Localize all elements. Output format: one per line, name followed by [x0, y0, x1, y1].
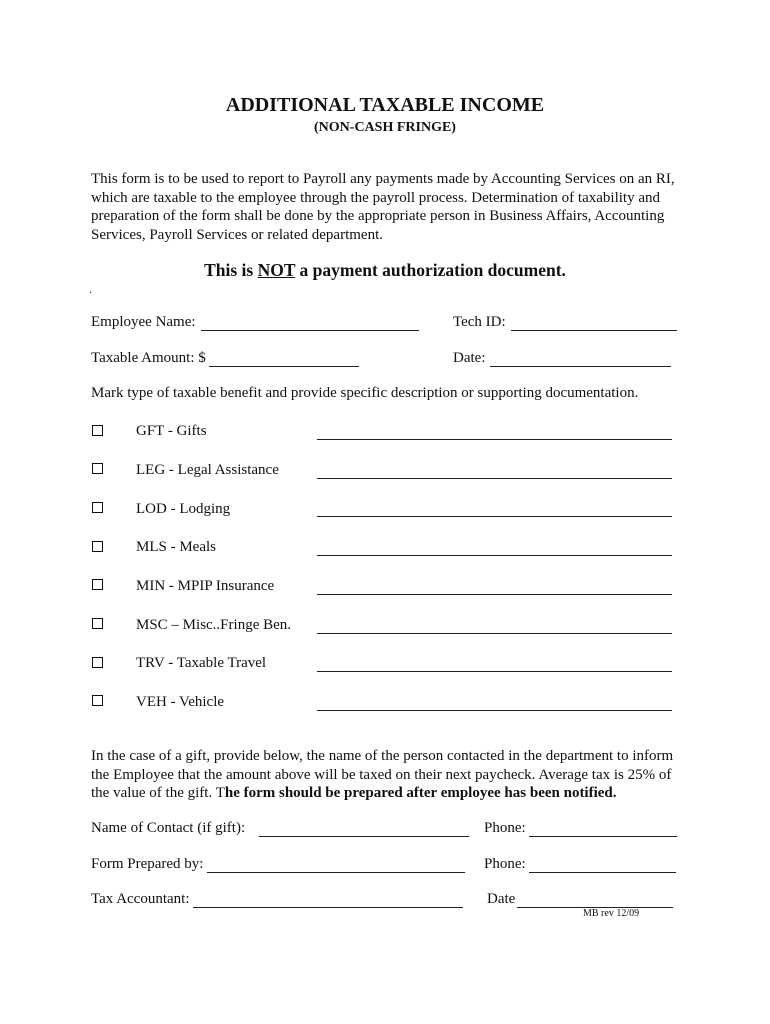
trv-description-field[interactable] [317, 671, 672, 672]
tech-id-label: Tech ID: [453, 314, 506, 330]
benefit-label: LEG - Legal Assistance [136, 462, 279, 478]
employee-name-label: Employee Name: [91, 314, 196, 330]
leg-checkbox[interactable] [92, 463, 103, 474]
benefit-label: VEH - Vehicle [136, 694, 225, 710]
tech-id-field[interactable] [511, 330, 677, 331]
form-subtitle: (NON-CASH FRINGE) [314, 120, 456, 135]
msc-description-field[interactable] [317, 633, 672, 634]
signoff-date-label: Date [487, 891, 516, 907]
gft-checkbox[interactable] [92, 425, 103, 436]
taxable-amount-label: Taxable Amount: $ [91, 350, 206, 366]
notice-emphasis: NOT [257, 260, 296, 280]
prepared-by-label: Form Prepared by: [91, 856, 204, 872]
taxable-amount-field[interactable] [209, 366, 359, 367]
contact-name-label: Name of Contact (if gift): [91, 820, 246, 836]
mls-description-field[interactable] [317, 555, 672, 556]
gift-note-text: In the case of a gift, provide below, the name of the person contacted in the department to inform the Employee that the amount above will be taxed on their next paycheck. Average tax is 25% of the value of the gift. T [91, 748, 674, 801]
leg-description-field[interactable] [317, 478, 672, 479]
benefit-label: LOD - Lodging [136, 501, 231, 517]
benefit-label: TRV - Taxable Travel [136, 655, 267, 671]
date-field[interactable] [490, 366, 671, 367]
benefit-label: MSC – Misc..Fringe Ben. [136, 617, 292, 633]
stray-mark: . [89, 282, 92, 296]
lod-description-field[interactable] [317, 516, 672, 517]
trv-checkbox[interactable] [92, 657, 103, 668]
notice-before: This is [204, 260, 258, 280]
benefit-instructions: Mark type of taxable benefit and provide specific description or supporting documentation. [91, 385, 639, 401]
prepared-by-field[interactable] [207, 872, 465, 873]
employee-name-field[interactable] [201, 330, 419, 331]
lod-checkbox[interactable] [92, 502, 103, 513]
msc-checkbox[interactable] [92, 618, 103, 629]
date-label: Date: [453, 350, 486, 366]
veh-description-field[interactable] [317, 710, 672, 711]
phone-label: Phone: [484, 820, 526, 836]
tax-accountant-field[interactable] [193, 907, 463, 908]
form-title: ADDITIONAL TAXABLE INCOME [225, 94, 545, 116]
contact-phone-field[interactable] [529, 836, 677, 837]
revision-note: MB rev 12/09 [583, 908, 640, 919]
preparer-phone-field[interactable] [529, 872, 676, 873]
gift-note-bold: he form should be prepared after employee has been notified. [224, 785, 617, 801]
gift-note [91, 747, 691, 803]
intro-paragraph: This form is to be used to report to Payroll any payments made by Accounting Services on an RI, which are taxable to the employee through the payroll process. Determination of taxability and preparation of the form shall be done by the appropriate person in Business Affairs, Accounting Services, Payroll Services or related department. [91, 171, 675, 243]
mls-checkbox[interactable] [92, 541, 103, 552]
benefit-label: MLS - Meals [136, 539, 216, 555]
benefit-label: MIN - MPIP Insurance [136, 578, 275, 594]
notice-heading [0, 260, 770, 281]
notice-after: a payment authorization document. [295, 260, 566, 280]
tax-accountant-label: Tax Accountant: [91, 891, 190, 907]
phone-label: Phone: [484, 856, 526, 872]
min-checkbox[interactable] [92, 579, 103, 590]
gft-description-field[interactable] [317, 439, 672, 440]
veh-checkbox[interactable] [92, 695, 103, 706]
contact-name-field[interactable] [259, 836, 469, 837]
benefit-label: GFT - Gifts [136, 423, 207, 439]
min-description-field[interactable] [317, 594, 672, 595]
